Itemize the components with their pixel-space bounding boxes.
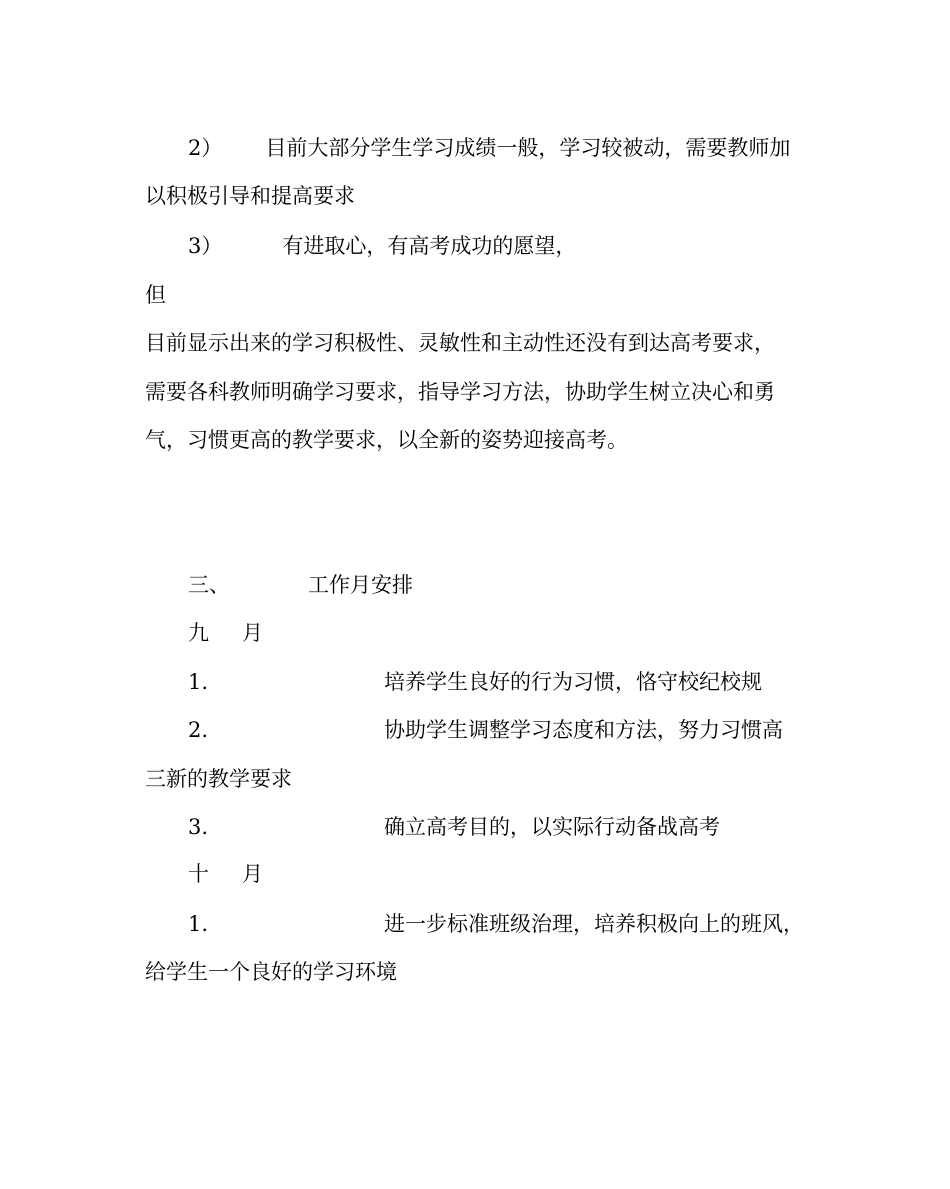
- paragraph-line: 但: [145, 283, 166, 307]
- paragraph-line: 目前显示出来的学习积极性、灵敏性和主动性还没有到达高考要求，: [145, 331, 775, 355]
- month-suffix: 月: [242, 621, 263, 645]
- month-heading: [188, 862, 263, 886]
- list-item: [188, 718, 783, 742]
- item-number: 1.: [188, 670, 209, 694]
- item-text: 确立高考目的，以实际行动备战高考: [384, 815, 720, 839]
- item-text: 培养学生良好的行为习惯，恪守校纪校规: [384, 670, 762, 694]
- item-text: 进一步标准班级治理，培养积极向上的班风，: [384, 912, 804, 936]
- paragraph-line: 需要各科教师明确学习要求，指导学习方法，协助学生树立决心和勇: [145, 380, 775, 404]
- paragraph-line: 三新的教学要求: [145, 767, 292, 791]
- list-item: [188, 815, 720, 839]
- section-title: 工作月安排: [308, 573, 413, 597]
- paragraph-line: 气，习惯更高的教学要求，以全新的姿势迎接高考。: [145, 428, 628, 452]
- item-number: 3.: [188, 815, 209, 839]
- section-heading: [188, 573, 413, 597]
- section-number: 三、: [188, 573, 230, 597]
- month-label: 十: [188, 862, 209, 886]
- item-text: 目前大部分学生学习成绩一般，学习较被动，需要教师加: [265, 136, 791, 160]
- item-text: 有进取心，有高考成功的愿望，: [282, 234, 577, 258]
- list-item: [188, 912, 804, 936]
- month-heading: [188, 621, 263, 645]
- list-item: [188, 136, 790, 160]
- item-number: 1.: [188, 912, 209, 936]
- month-suffix: 月: [242, 862, 263, 886]
- month-label: 九: [188, 621, 209, 645]
- list-item: [188, 234, 576, 258]
- paragraph-line: 以积极引导和提高要求: [145, 184, 355, 208]
- item-number: 2.: [188, 718, 209, 742]
- item-number: 2）: [188, 136, 223, 160]
- item-number: 3）: [188, 234, 223, 258]
- paragraph-line: 给学生一个良好的学习环境: [145, 960, 397, 984]
- list-item: [188, 670, 762, 694]
- item-text: 协助学生调整学习态度和方法，努力习惯高: [384, 718, 783, 742]
